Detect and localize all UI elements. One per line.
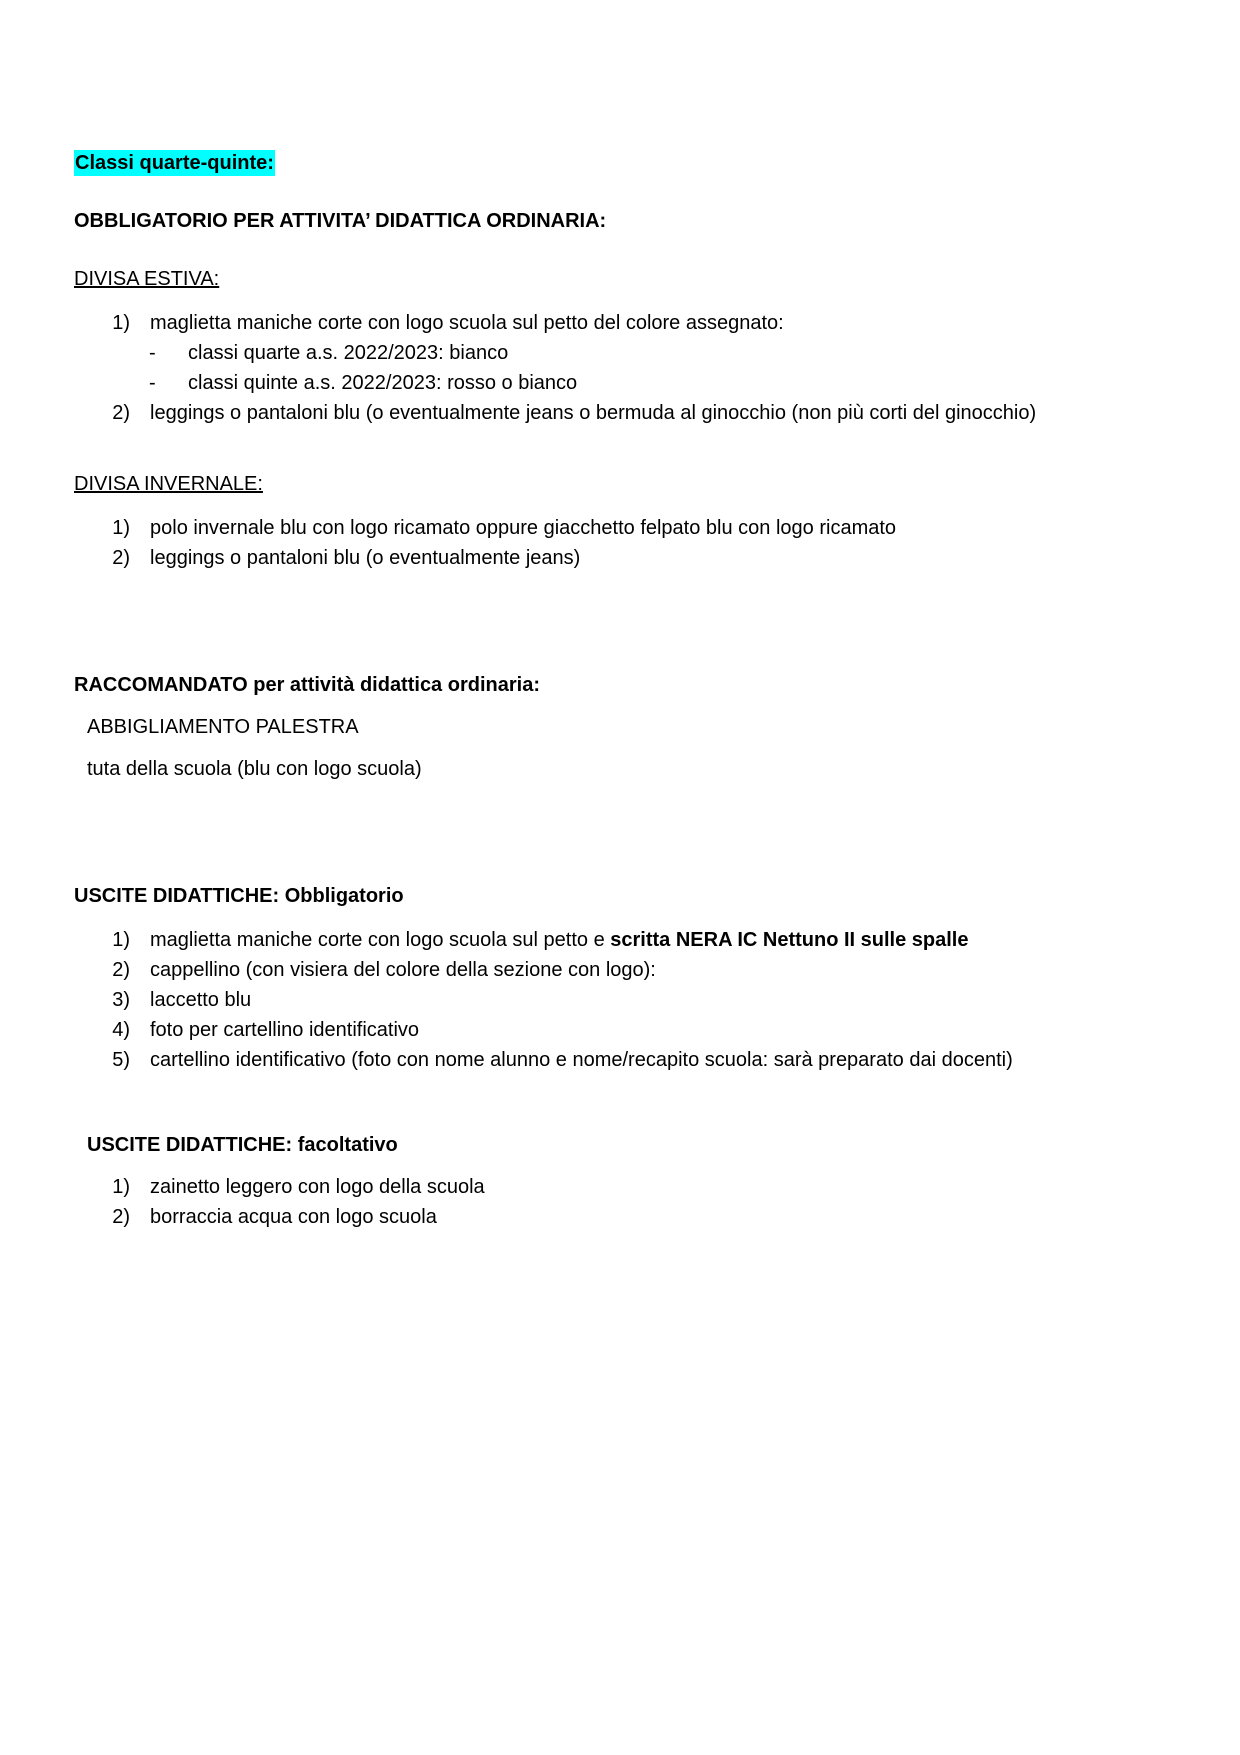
list-text: polo invernale blu con logo ricamato oppure giacchetto felpato blu con logo ricamato bbox=[150, 517, 897, 539]
recommended-line: ABBIGLIAMENTO PALESTRA bbox=[87, 716, 359, 738]
trips-mandatory-heading: USCITE DIDATTICHE: Obbligatorio bbox=[74, 885, 404, 907]
list-text: cappellino (con visiera del colore della sezione con logo): bbox=[150, 959, 656, 981]
list-number: 4) bbox=[112, 1019, 130, 1041]
sub-list-text: classi quinte a.s. 2022/2023: rosso o bianco bbox=[188, 372, 578, 394]
list-number: 2) bbox=[112, 547, 130, 569]
list-number: 1) bbox=[112, 929, 130, 951]
list-number: 1) bbox=[112, 312, 130, 334]
list-number: 1) bbox=[112, 1176, 130, 1198]
list-text: leggings o pantaloni blu (o eventualmente jeans) bbox=[150, 547, 581, 569]
list-text: maglietta maniche corte con logo scuola sul petto del colore assegnato: bbox=[150, 312, 784, 334]
list-number: 5) bbox=[112, 1049, 130, 1071]
list-text-bold: scritta NERA IC Nettuno II sulle spalle bbox=[610, 929, 969, 951]
list-number: 3) bbox=[112, 989, 130, 1011]
recommended-heading: RACCOMANDATO per attività didattica ordinaria: bbox=[74, 674, 540, 696]
list-text: leggings o pantaloni blu (o eventualmente jeans o bermuda al ginocchio (non più corti del ginocchio) bbox=[150, 402, 1037, 424]
list-text: foto per cartellino identificativo bbox=[150, 1019, 420, 1041]
highlighted-heading: Classi quarte-quinte: bbox=[75, 152, 274, 174]
list-number: 1) bbox=[112, 517, 130, 539]
section-heading bbox=[74, 151, 275, 175]
list-text: cartellino identificativo (foto con nome alunno e nome/recapito scuola: sarà preparato dai docenti) bbox=[150, 1049, 1013, 1071]
list-text: laccetto blu bbox=[150, 989, 252, 1011]
mandatory-heading: OBBLIGATORIO PER ATTIVITA’ DIDATTICA ORDINARIA: bbox=[74, 210, 607, 232]
summer-uniform-title: DIVISA ESTIVA: bbox=[74, 268, 220, 290]
list-number: 2) bbox=[112, 959, 130, 981]
list-text bbox=[150, 928, 969, 952]
recommended-line: tuta della scuola (blu con logo scuola) bbox=[87, 758, 422, 780]
list-text-regular: maglietta maniche corte con logo scuola sul petto e bbox=[150, 929, 611, 951]
list-number: 2) bbox=[112, 1206, 130, 1228]
dash-bullet: - bbox=[149, 342, 156, 364]
list-text: zainetto leggero con logo della scuola bbox=[150, 1176, 485, 1198]
dash-bullet: - bbox=[149, 372, 156, 394]
trips-optional-heading: USCITE DIDATTICHE: facoltativo bbox=[87, 1134, 398, 1156]
winter-uniform-title: DIVISA INVERNALE: bbox=[74, 473, 263, 495]
sub-list-text: classi quarte a.s. 2022/2023: bianco bbox=[188, 342, 509, 364]
list-number: 2) bbox=[112, 402, 130, 424]
list-text: borraccia acqua con logo scuola bbox=[150, 1206, 437, 1228]
